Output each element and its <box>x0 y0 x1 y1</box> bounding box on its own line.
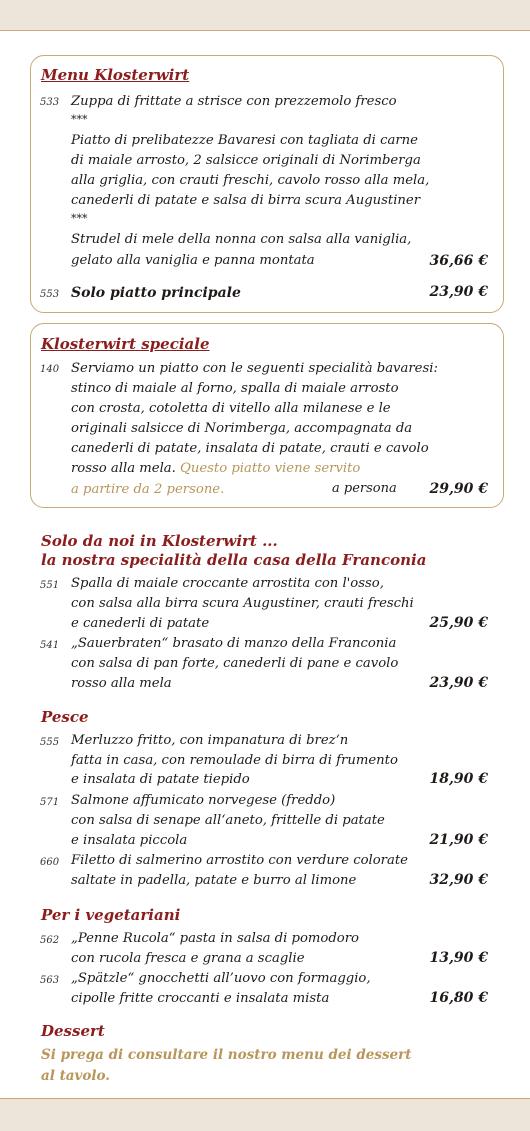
item-number: 562 <box>40 935 60 946</box>
per-person-label: a persona <box>332 481 397 496</box>
franconia-heading-1: Solo da noi in Klosterwirt ... <box>41 532 278 550</box>
item-number: 551 <box>40 580 60 591</box>
menu-price: 23,90 € <box>429 284 488 300</box>
vegetariani-heading: Per i vegetariani <box>41 906 181 924</box>
pesce-heading: Pesce <box>41 708 89 726</box>
menu-line: stinco di maiale al forno, spalla di maiale arrosto <box>71 381 399 396</box>
top-band <box>0 0 530 31</box>
serving-note-line2: a partire da 2 persone. <box>71 482 225 497</box>
menu-line: e canederli di patate <box>71 616 210 631</box>
menu-line: cipolle fritte croccanti e insalata mista <box>71 991 330 1006</box>
menu-line: canederli di patate e salsa di birra scura Augustiner <box>71 193 421 208</box>
menu-line: canederli di patate, insalata di patate, crauti e cavolo <box>71 441 429 456</box>
menu-price: 23,90 € <box>429 675 488 691</box>
menu-line: Solo piatto principale <box>71 285 241 301</box>
menu-price: 29,90 € <box>429 481 488 497</box>
menu-line: Merluzzo fritto, con impanatura di brez‘n <box>71 733 349 748</box>
menu-line: Strudel di mele della nonna con salsa alla vaniglia, <box>71 232 412 247</box>
menu-price: 25,90 € <box>429 615 488 631</box>
menu-line: con salsa di senape all‘aneto, frittelle di patate <box>71 813 385 828</box>
menu-line: Salmone affumicato norvegese (freddo) <box>71 793 336 808</box>
menu-line: „Penne Rucola“ pasta in salsa di pomodoro <box>71 931 359 946</box>
menu-price: 13,90 € <box>429 950 488 966</box>
menu-line: e insalata piccola <box>71 833 188 848</box>
menu-line-text: rosso alla mela. <box>71 461 176 476</box>
menu-klosterwirt-title: Menu Klosterwirt <box>41 66 190 84</box>
menu-line: „Sauerbraten“ brasato di manzo della Franconia <box>71 636 397 651</box>
menu-line: fatta in casa, con remoulade di birra di frumento <box>71 753 398 768</box>
item-number: 553 <box>40 289 60 300</box>
separator-stars: *** <box>71 212 88 225</box>
menu-line: rosso alla mela <box>71 676 172 691</box>
menu-price: 18,90 € <box>429 771 488 787</box>
franconia-heading-2: la nostra specialità della casa della Franconia <box>41 551 427 569</box>
menu-line: gelato alla vaniglia e panna montata <box>71 253 315 268</box>
menu-line: con rucola fresca e grana a scaglie <box>71 951 305 966</box>
menu-line: Piatto di prelibatezze Bavaresi con tagliata di carne <box>71 133 418 148</box>
menu-line: Filetto di salmerino arrostito con verdure colorate <box>71 853 408 868</box>
item-number: 533 <box>40 97 60 108</box>
menu-line: di maiale arrosto, 2 salsicce originali di Norimberga <box>71 153 421 168</box>
dessert-note-line: al tavolo. <box>41 1068 111 1084</box>
menu-line <box>71 459 360 479</box>
bottom-band <box>0 1098 530 1131</box>
menu-line: „Spätzle“ gnocchetti all’uovo con formaggio, <box>71 971 371 986</box>
item-number: 541 <box>40 640 60 651</box>
dessert-heading: Dessert <box>41 1022 105 1040</box>
item-number: 571 <box>40 797 60 808</box>
menu-price: 21,90 € <box>429 832 488 848</box>
menu-line: Serviamo un piatto con le seguenti specialità bavaresi: <box>71 361 438 376</box>
menu-price: 36,66 € <box>429 253 488 269</box>
item-number: 563 <box>40 975 60 986</box>
menu-line: Spalla di maiale croccante arrostita con l'osso, <box>71 576 384 591</box>
dessert-note-line: Si prega di consultare il nostro menu dei dessert <box>41 1047 412 1063</box>
separator-stars: *** <box>71 113 88 126</box>
menu-line: con salsa alla birra scura Augustiner, crauti freschi <box>71 596 414 611</box>
item-number: 555 <box>40 737 60 748</box>
menu-price: 16,80 € <box>429 990 488 1006</box>
serving-note: Questo piatto viene servito <box>180 461 361 476</box>
menu-line: originali salsicce di Norimberga, accompagnata da <box>71 421 413 436</box>
item-number: 140 <box>40 364 60 375</box>
menu-line: Zuppa di frittate a strisce con prezzemolo fresco <box>71 94 397 109</box>
klosterwirt-speciale-title: Klosterwirt speciale <box>41 335 210 353</box>
menu-line: e insalata di patate tiepido <box>71 772 250 787</box>
menu-line: saltate in padella, patate e burro al limone <box>71 873 357 888</box>
item-number: 660 <box>40 857 60 868</box>
menu-line: con crosta, cotoletta di vitello alla milanese e le <box>71 401 391 416</box>
menu-line: alla griglia, con crauti freschi, cavolo rosso alla mela, <box>71 173 430 188</box>
menu-line: con salsa di pan forte, canederli di pane e cavolo <box>71 656 399 671</box>
menu-price: 32,90 € <box>429 872 488 888</box>
